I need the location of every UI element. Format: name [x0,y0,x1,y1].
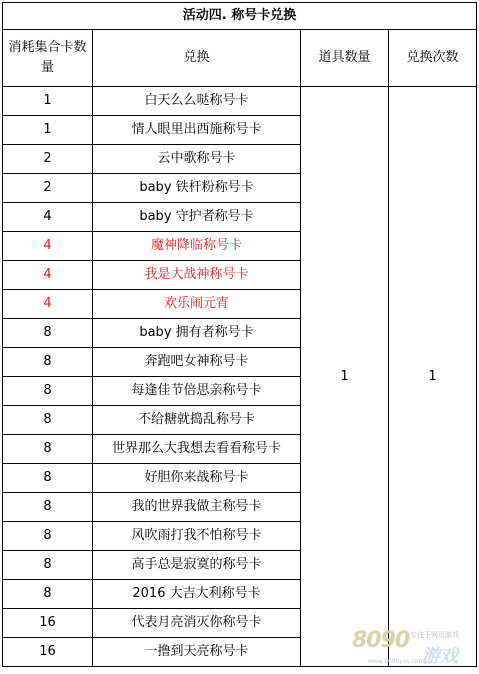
row-cost: 8 [3,551,93,580]
row-cost: 8 [3,435,93,464]
row-title-card-name: 一撸到天亮称号卡 [93,638,301,667]
row-cost: 2 [3,174,93,203]
row-cost: 16 [3,638,93,667]
row-cost: 4 [3,232,93,261]
header-row [3,30,477,87]
row-title-card-name: 云中歌称号卡 [93,145,301,174]
header-cost: 消耗集合卡数量 [3,30,93,87]
row-cost: 1 [3,116,93,145]
row-title-card-name: baby 守护者称号卡 [93,203,301,232]
row-cost: 8 [3,580,93,609]
row-cost: 8 [3,464,93,493]
row-cost: 1 [3,87,93,116]
site-watermark [352,626,476,672]
header-quantity: 道具数量 [301,30,389,87]
row-title-card-name: 不给糖就捣乱称号卡 [93,406,301,435]
row-cost: 8 [3,377,93,406]
row-cost: 8 [3,319,93,348]
row-title-card-name: 我的世界我做主称号卡 [93,493,301,522]
row-cost: 4 [3,290,93,319]
row-title-card-name: baby 铁杆粉称号卡 [93,174,301,203]
row-cost: 4 [3,261,93,290]
row-title-card-name: 每逢佳节倍思亲称号卡 [93,377,301,406]
row-cost: 8 [3,348,93,377]
watermark-logo: 8090 [352,628,410,653]
header-times: 兑换次数 [389,30,477,87]
watermark-url: www.8090yxs.com [368,658,425,665]
row-title-card-name: 情人眼里出西施称号卡 [93,116,301,145]
quantity-value: 1 [301,87,389,667]
row-title-card-name: 2016 大吉大利称号卡 [93,580,301,609]
row-title-card-name: baby 拥有者称号卡 [93,319,301,348]
table-body [3,3,477,667]
watermark-game: 游戏 [422,646,458,667]
row-title-card-name: 代表月亮消灭你称号卡 [93,609,301,638]
row-title-card-name: 魔神降临称号卡 [93,232,301,261]
watermark-tagline: 专注于网页游戏 [410,631,459,639]
header-exchange: 兑换 [93,30,301,87]
row-cost: 4 [3,203,93,232]
row-cost: 8 [3,493,93,522]
row-cost: 16 [3,609,93,638]
row-title-card-name: 我是大战神称号卡 [93,261,301,290]
row-title-card-name: 白天么么哒称号卡 [93,87,301,116]
row-title-card-name: 世界那么大我想去看看称号卡 [93,435,301,464]
row-title-card-name: 奔跑吧女神称号卡 [93,348,301,377]
row-title-card-name: 欢乐闹元宵 [93,290,301,319]
row-cost: 8 [3,522,93,551]
table-row [3,87,477,116]
row-cost: 2 [3,145,93,174]
row-cost: 8 [3,406,93,435]
row-title-card-name: 风吹雨打我不怕称号卡 [93,522,301,551]
card-exchange-table [2,2,477,667]
row-title-card-name: 高手总是寂寞的称号卡 [93,551,301,580]
table-title: 活动四. 称号卡兑换 [3,3,477,30]
times-value: 1 [389,87,477,667]
row-title-card-name: 好胆你来战称号卡 [93,464,301,493]
